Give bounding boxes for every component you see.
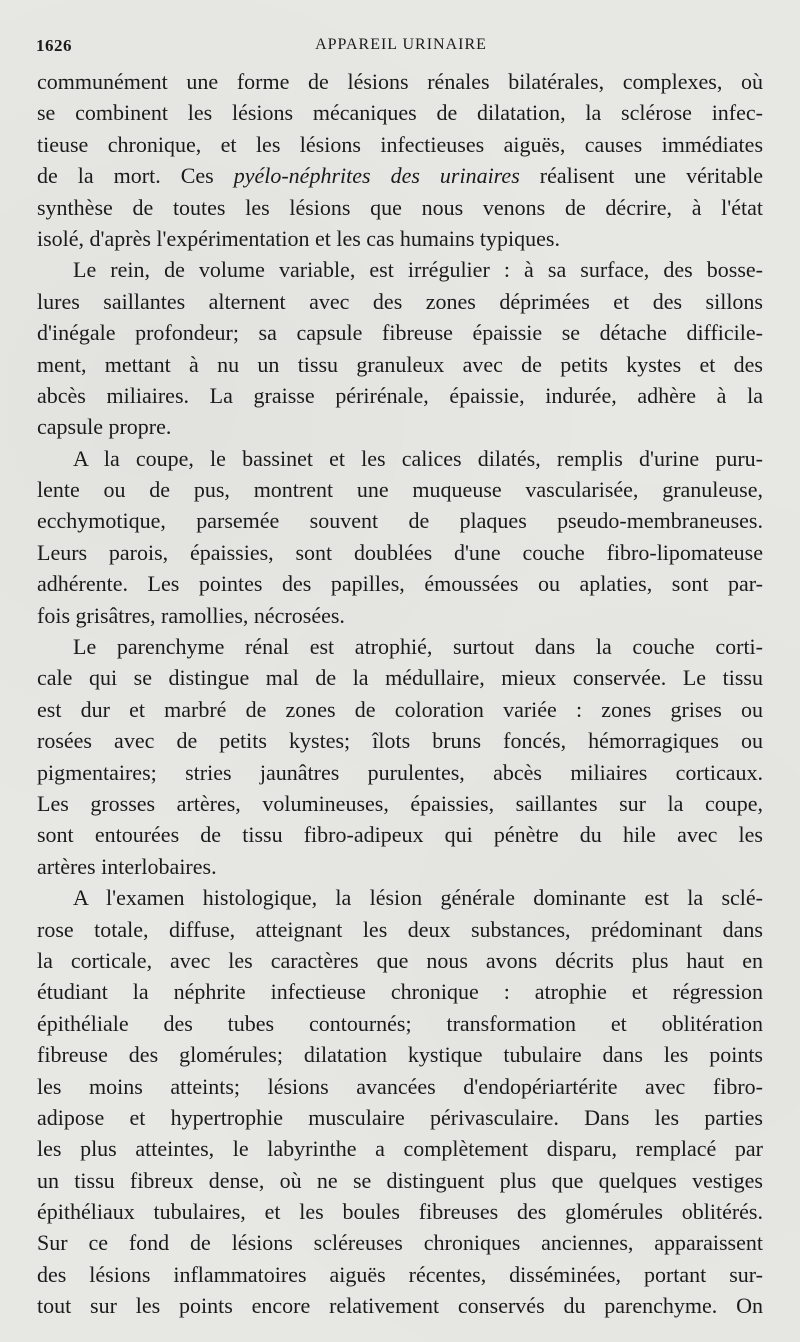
text-line: un tissu fibreux dense, où ne se distinguent plus que quelques vestiges (37, 1167, 763, 1193)
text-line: adipose et hypertrophie musculaire périvasculaire. Dans les parties (37, 1104, 763, 1130)
text-line: rosées avec de petits kystes; îlots bruns foncés, hémorragiques ou (37, 728, 763, 754)
text-line: étudiant la néphrite infectieuse chronique : atrophie et régression (37, 979, 763, 1005)
text-line: artères interlobaires. (37, 853, 217, 879)
text-line: Leurs parois, épaissies, sont doublées d'une couche fibro-lipomateuse (37, 539, 763, 565)
text-line: communément une forme de lésions rénales bilatérales, complexes, où (37, 69, 763, 94)
text-line: cale qui se distingue mal de la médullaire, mieux conservée. Le tissu (37, 665, 763, 691)
italic-term: pyélo-néphrites des urinaires (233, 163, 520, 189)
text-line: épithéliaux tubulaires, et les boules fibreuses des glomérules oblitérés. (37, 1199, 763, 1225)
text-line: fois grisâtres, ramollies, nécrosées. (37, 602, 345, 628)
text-line: Les grosses artères, volumineuses, épaissies, saillantes sur la coupe, (37, 790, 763, 816)
text-line: lures saillantes alternent avec des zones déprimées et des sillons (37, 288, 763, 314)
text-line: se combinent les lésions mécaniques de dilatation, la sclérose infec- (37, 100, 763, 126)
text-line: pigmentaires; stries jaunâtres purulentes, abcès miliaires corticaux. (37, 759, 763, 785)
text-line: capsule propre. (37, 414, 172, 440)
text-line: tieuse chronique, et les lésions infectieuses aiguës, causes immédiates (37, 131, 763, 157)
text-line: d'inégale profondeur; sa capsule fibreuse épaissie se détache difficile- (37, 320, 763, 346)
text-line: ecchymotique, parsemée souvent de plaques pseudo-membraneuses. (37, 508, 763, 534)
text-line: tout sur les points encore relativement conservés du parenchyme. On (37, 1293, 763, 1319)
text-line: la corticale, avec les caractères que nous avons décrits plus haut en (37, 947, 763, 973)
text-segment: réalisent une véritable (539, 163, 764, 189)
paragraph-start-line: Le rein, de volume variable, est irrégulier : à sa surface, des bosse- (73, 257, 763, 283)
text-line: abcès miliaires. La graisse périrénale, épaissie, indurée, adhère à la (37, 382, 763, 408)
text-line: des lésions inflammatoires aiguës récentes, disséminées, portant sur- (37, 1261, 763, 1287)
text-line: ment, mettant à nu un tissu granuleux avec de petits kystes et des (37, 351, 763, 377)
text-line: est dur et marbré de zones de coloration variée : zones grises ou (37, 696, 763, 722)
text-line: isolé, d'après l'expérimentation et les cas humains typiques. (37, 225, 560, 251)
text-line: synthèse de toutes les lésions que nous venons de décrire, à l'état (37, 194, 763, 220)
text-line: rose totale, diffuse, atteignant les deux substances, prédominant dans (37, 916, 763, 942)
text-line: fibreuse des glomérules; dilatation kystique tubulaire dans les points (37, 1042, 763, 1068)
running-head (36, 36, 766, 58)
body-text (37, 66, 763, 1322)
page-number: 1626 (36, 36, 72, 55)
text-line: sont entourées de tissu fibro-adipeux qui pénètre du hile avec les (37, 822, 763, 848)
text-segment: de la mort. Ces (37, 163, 214, 189)
text-line: épithéliale des tubes contournés; transformation et oblitération (37, 1010, 763, 1036)
text-line: lente ou de pus, montrent une muqueuse vascularisée, granuleuse, (37, 477, 763, 503)
running-title: APPAREIL URINAIRE (315, 36, 487, 53)
text-line: Sur ce fond de lésions scléreuses chroniques anciennes, apparaissent (37, 1230, 763, 1256)
paragraph-start-line: Le parenchyme rénal est atrophié, surtout dans la couche corti- (73, 634, 763, 660)
text-line: les moins atteints; lésions avancées d'endopériartérite avec fibro- (37, 1073, 763, 1099)
text-line: adhérente. Les pointes des papilles, émoussées ou aplaties, sont par- (37, 571, 763, 597)
text-line: les plus atteintes, le labyrinthe a complètement disparu, remplacé par (37, 1136, 763, 1162)
paragraph-start-line: A la coupe, le bassinet et les calices dilatés, remplis d'urine puru- (73, 445, 763, 471)
paragraph-start-line: A l'examen histologique, la lésion générale dominante est la sclé- (73, 885, 763, 911)
text-line (37, 160, 763, 191)
